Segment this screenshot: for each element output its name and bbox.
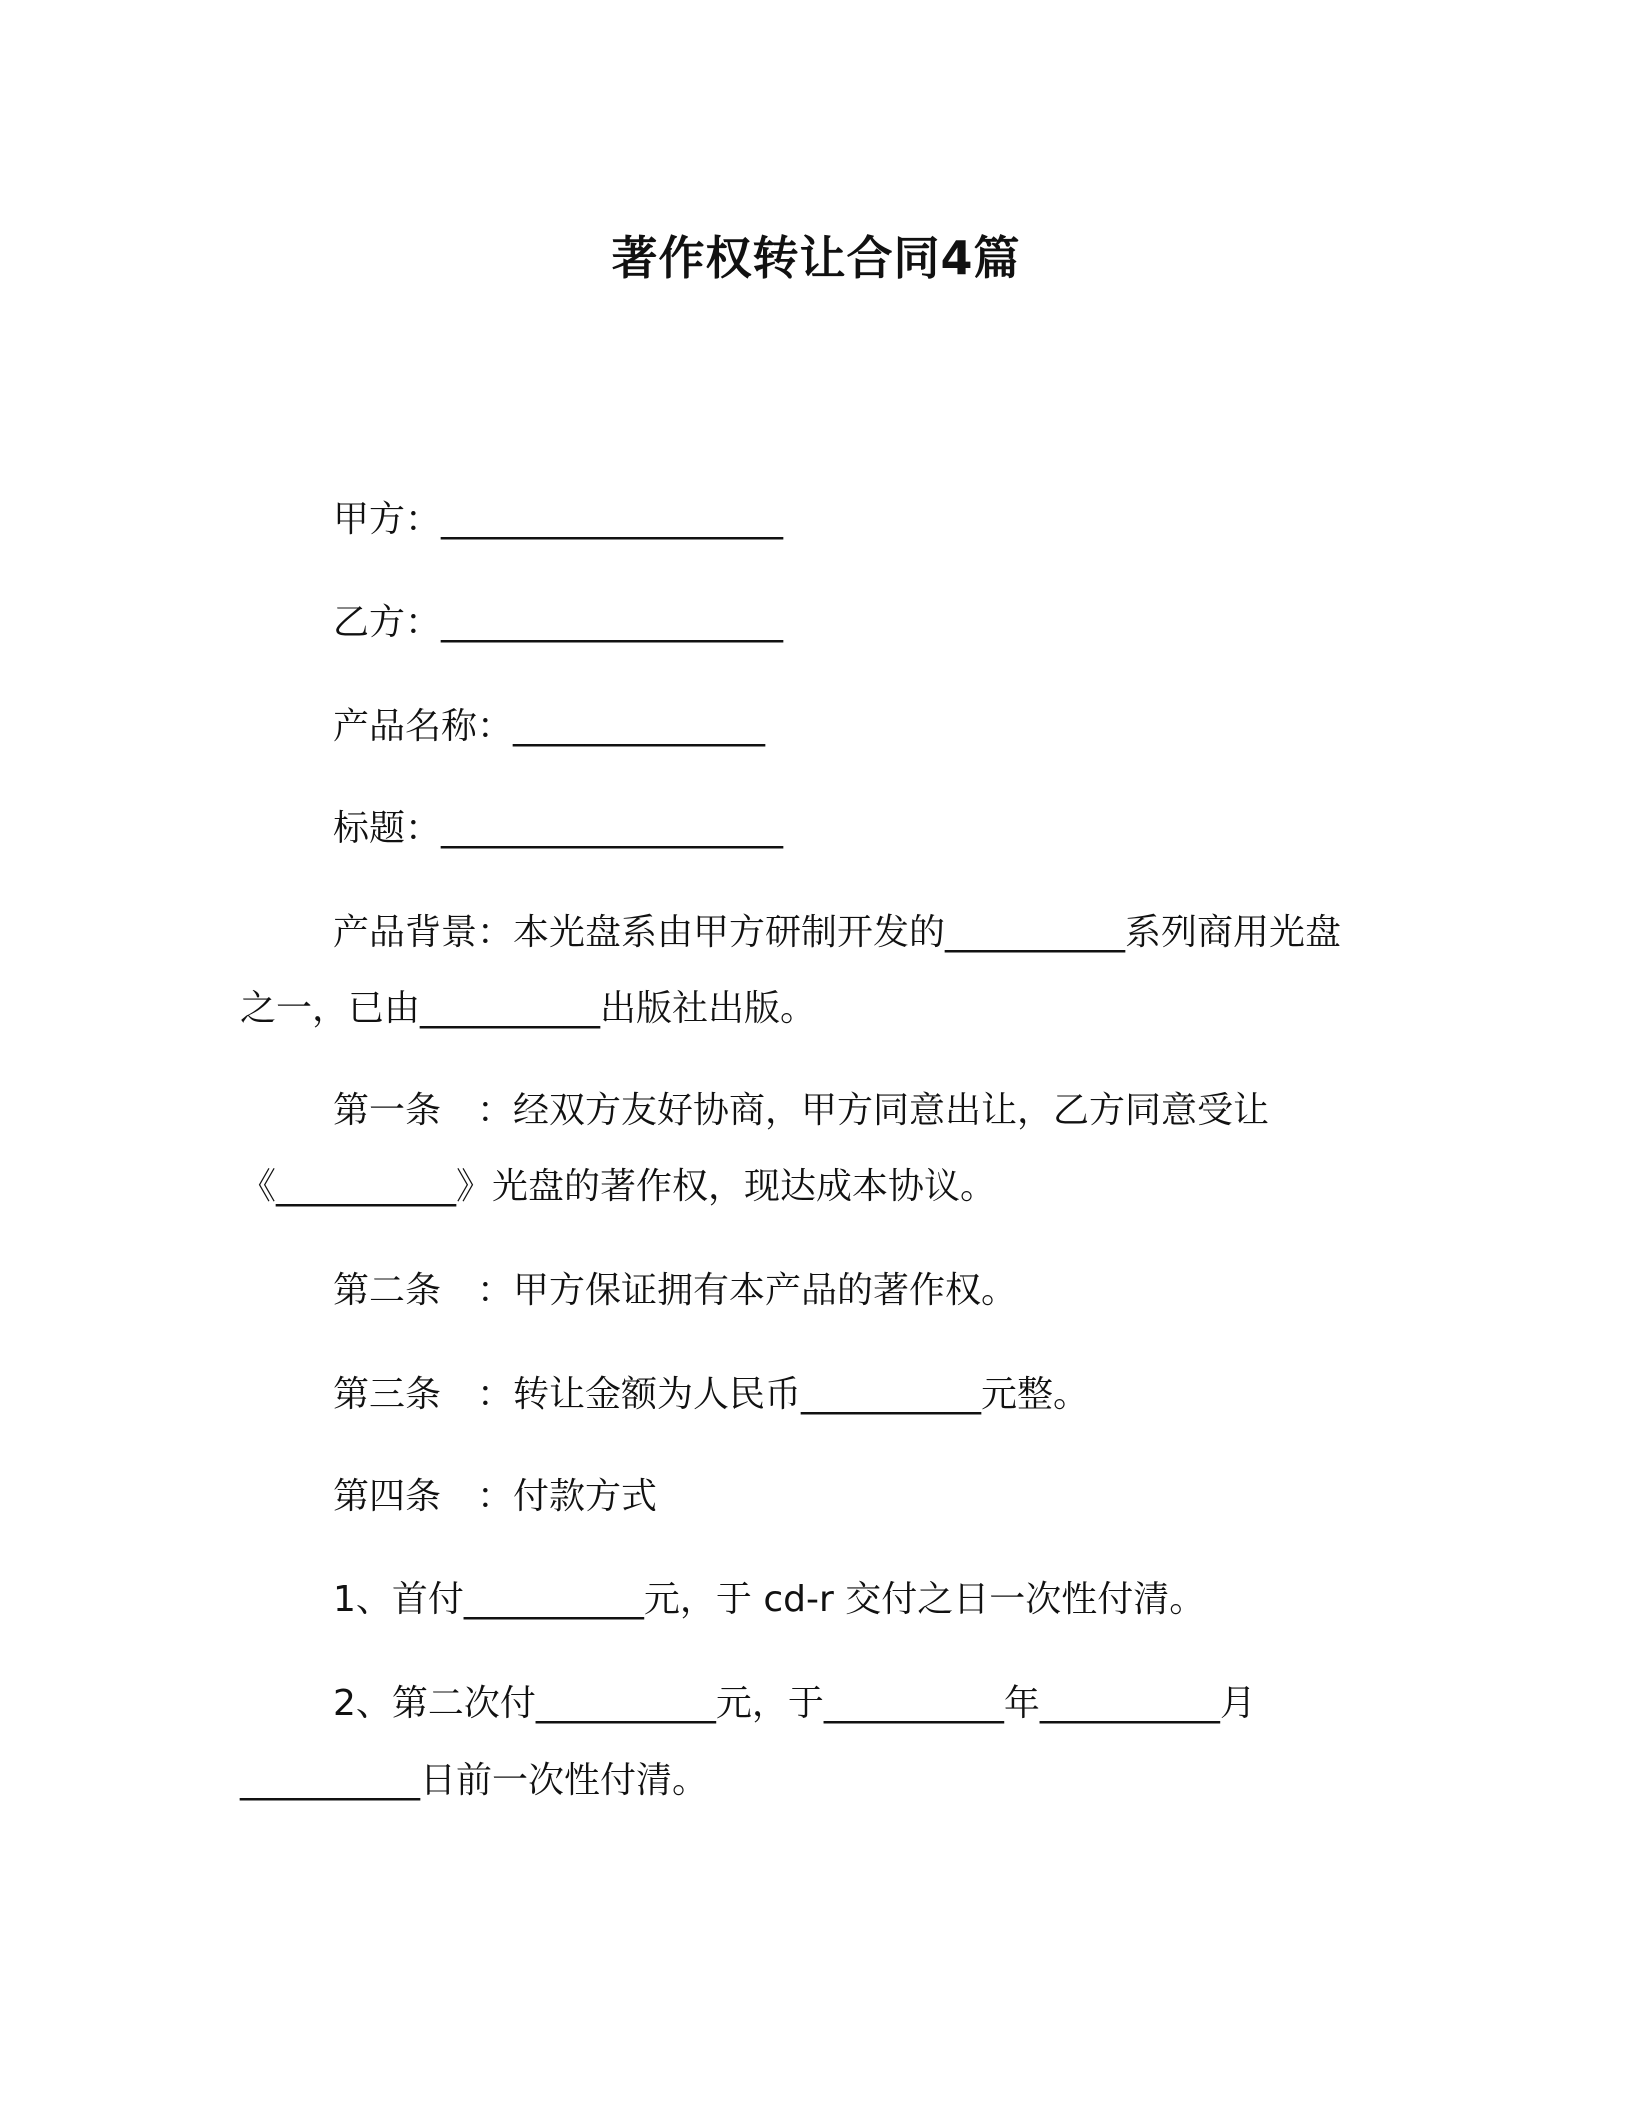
payment-item-2-line-2: __________日前一次性付清。 bbox=[240, 1760, 709, 1801]
payment-item-2-line-1: 2、第二次付__________元，于__________年__________月 bbox=[333, 1683, 1256, 1724]
product-name-field: 产品名称：______________ bbox=[333, 706, 766, 747]
heading-field: 标题：___________________ bbox=[333, 808, 784, 849]
article-2: 第二条 ：甲方保证拥有本产品的著作权。 bbox=[333, 1270, 1018, 1311]
payment-item-1: 1、首付__________元，于 cd-r 交付之日一次性付清。 bbox=[333, 1579, 1206, 1620]
document-title: 著作权转让合同4篇 bbox=[611, 231, 1021, 285]
article-3: 第三条 ：转让金额为人民币__________元整。 bbox=[333, 1374, 1090, 1415]
product-background-line-2: 之一，已由__________出版社出版。 bbox=[240, 988, 817, 1029]
party-b-field: 乙方：___________________ bbox=[333, 602, 784, 643]
product-background-line-1: 产品背景：本光盘系由甲方研制开发的__________系列商用光盘 bbox=[333, 912, 1342, 953]
article-1-line-2: 《__________》光盘的著作权，现达成本协议。 bbox=[240, 1166, 997, 1207]
article-4: 第四条 ：付款方式 bbox=[333, 1476, 658, 1517]
article-1-line-1: 第一条 ：经双方友好协商，甲方同意出让，乙方同意受让 bbox=[333, 1090, 1270, 1131]
party-a-field: 甲方：___________________ bbox=[333, 499, 784, 540]
